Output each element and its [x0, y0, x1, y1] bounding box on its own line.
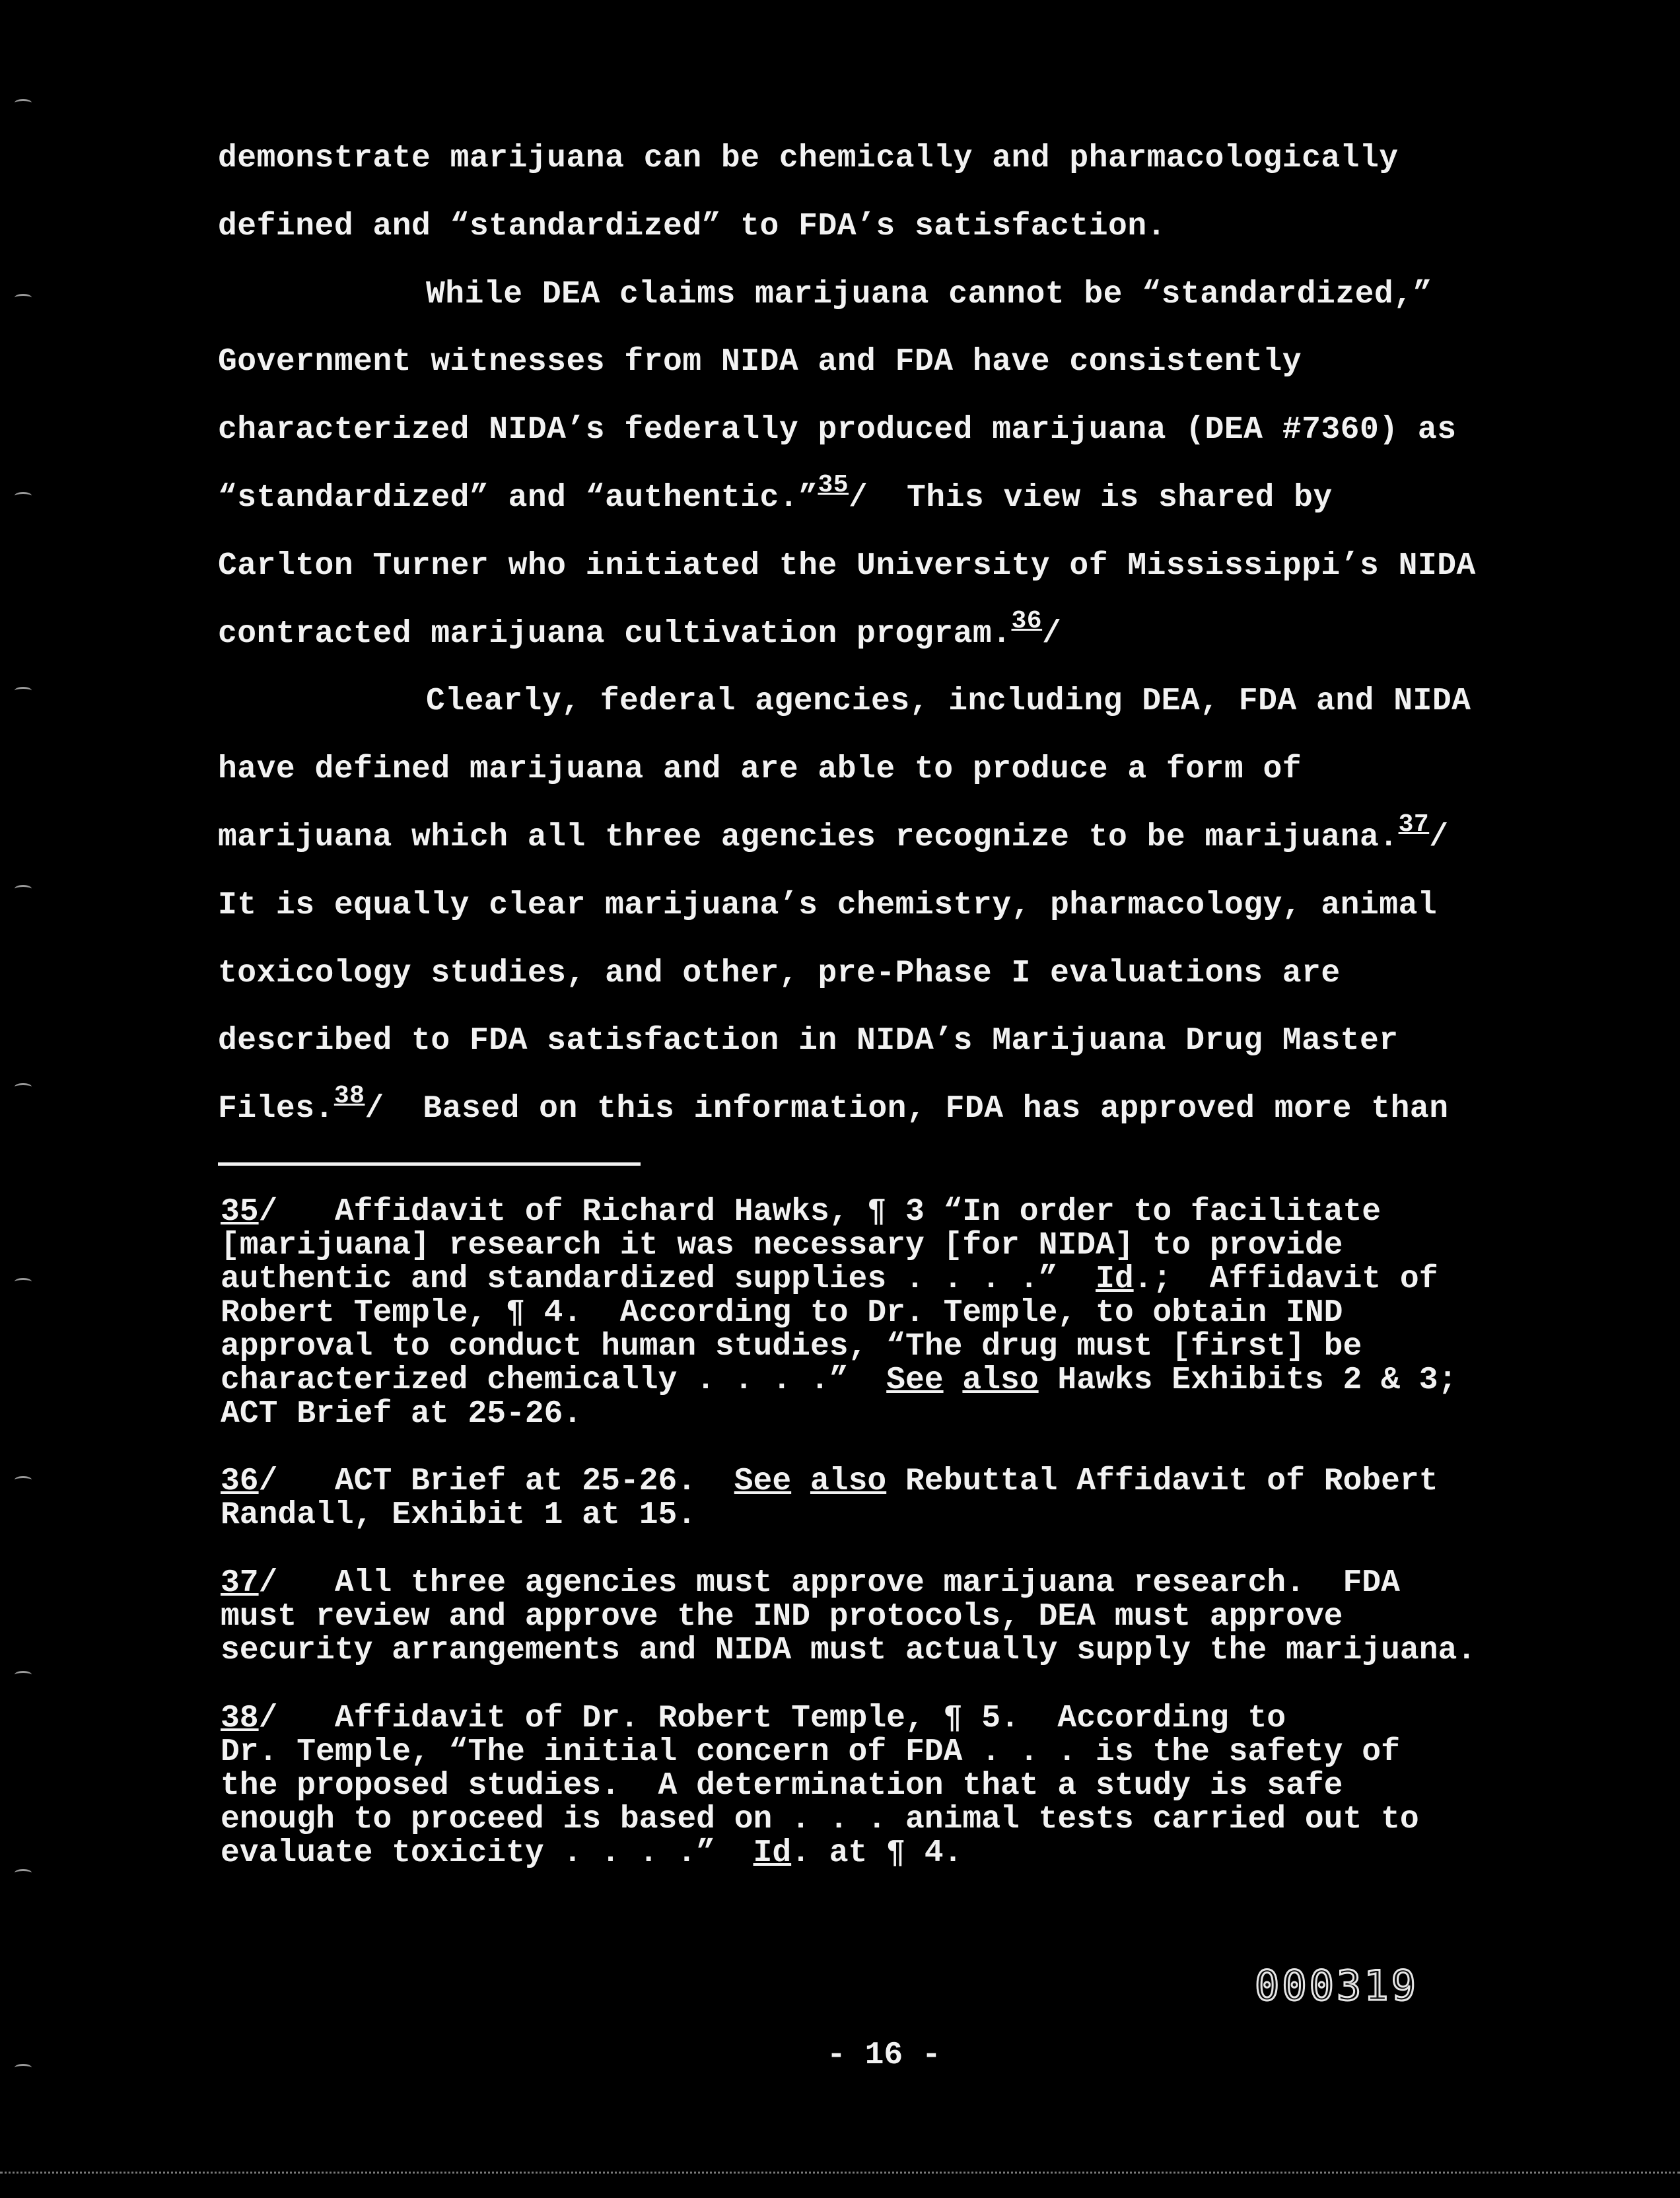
- margin-mark: [15, 1278, 32, 1285]
- footnote-text: [944, 1363, 963, 1398]
- body-line: toxicology studies, and other, pre-Phase I evaluations are: [218, 956, 1341, 991]
- footnote-35-line: ACT Brief at 25-26.: [221, 1396, 582, 1432]
- footnote-36-line: Randall, Exhibit 1 at 15.: [221, 1497, 697, 1533]
- footnote-38-line: [221, 1837, 962, 1870]
- footnote-label-37: 37: [221, 1565, 259, 1601]
- margin-mark: [15, 492, 32, 499]
- footnote-ref-37[interactable]: 37: [1398, 810, 1430, 839]
- footnote-text: / Affidavit of Richard Hawks, ¶ 3 “In order to facilitate: [258, 1194, 1382, 1230]
- footnote-38-line: enough to proceed is based on . . . animal tests carried out to: [221, 1802, 1419, 1837]
- footnote-36-line: [221, 1465, 1438, 1499]
- margin-mark: [15, 99, 32, 106]
- margin-mark: [15, 885, 32, 892]
- footnote-text: evaluate toxicity . . . .”: [221, 1835, 753, 1871]
- footnote-text: . at ¶ 4.: [791, 1835, 963, 1871]
- body-text-span: Files.: [218, 1091, 334, 1127]
- body-text-span: “standardized” and “authentic.”: [218, 480, 818, 516]
- citation-id: Id: [753, 1835, 792, 1871]
- citation-also: also: [962, 1363, 1039, 1398]
- margin-mark: [15, 687, 32, 694]
- margin-mark: [15, 294, 32, 301]
- footnote-text: / ACT Brief at 25-26.: [258, 1464, 734, 1499]
- footnote-label-35: 35: [221, 1194, 259, 1230]
- scan-edge: [0, 2172, 1680, 2174]
- body-line: While DEA claims marijuana cannot be “standardized,”: [426, 277, 1432, 312]
- body-line: demonstrate marijuana can be chemically and pharmacologically: [218, 141, 1399, 176]
- body-text-span: contracted marijuana cultivation program.: [218, 616, 1012, 652]
- body-line: [218, 1082, 1449, 1129]
- footnote-text: / All three agencies must approve marijuana research. FDA: [258, 1565, 1400, 1601]
- body-line: Carlton Turner who initiated the University of Mississippi’s NIDA: [218, 548, 1476, 584]
- footnote-text: [791, 1464, 810, 1499]
- footnote-35-line: approval to conduct human studies, “The drug must [first] be: [221, 1329, 1362, 1365]
- body-line: [218, 471, 1333, 518]
- footnote-text: characterized chemically . . . .”: [221, 1363, 887, 1398]
- footnote-text: .; Affidavit of: [1133, 1261, 1438, 1297]
- footnote-38-line: [221, 1702, 1286, 1736]
- citation-see: See: [734, 1464, 792, 1499]
- body-line: [218, 810, 1449, 857]
- citation-id: Id: [1096, 1261, 1134, 1297]
- body-line: defined and “standardized” to FDA’s satisfaction.: [218, 209, 1166, 244]
- page-number: - 16 -: [827, 2038, 941, 2073]
- footnote-35-line: [221, 1195, 1381, 1229]
- footnote-text: Rebuttal Affidavit of Robert: [886, 1464, 1438, 1499]
- body-text-span: marijuana which all three agencies recognize to be marijuana.: [218, 820, 1399, 855]
- footnote-37-line: security arrangements and NIDA must actually supply the marijuana.: [221, 1633, 1477, 1668]
- body-line: Clearly, federal agencies, including DEA, FDA and NIDA: [426, 684, 1471, 719]
- citation-also: also: [810, 1464, 887, 1499]
- footnote-ref-38[interactable]: 38: [333, 1082, 365, 1110]
- footnote-38-line: Dr. Temple, “The initial concern of FDA . . . is the safety of: [221, 1734, 1400, 1770]
- body-text-span: /: [1042, 616, 1062, 652]
- citation-see: See: [886, 1363, 944, 1398]
- footnote-37-line: must review and approve the IND protocols, DEA must approve: [221, 1599, 1343, 1635]
- margin-mark: [15, 1083, 32, 1090]
- body-text-span: / This view is shared by: [849, 480, 1333, 516]
- body-text-span: / Based on this information, FDA has approved more than: [365, 1091, 1449, 1127]
- margin-mark: [15, 1476, 32, 1483]
- body-line: described to FDA satisfaction in NIDA’s Marijuana Drug Master: [218, 1023, 1399, 1059]
- body-line: Government witnesses from NIDA and FDA have consistently: [218, 344, 1302, 380]
- footnote-38-line: the proposed studies. A determination that a study is safe: [221, 1768, 1343, 1804]
- body-line: It is equally clear marijuana’s chemistry, pharmacology, animal: [218, 888, 1438, 923]
- footnote-label-36: 36: [221, 1464, 259, 1499]
- footnote-35-line: [marijuana] research it was necessary [for NIDA] to provide: [221, 1228, 1343, 1263]
- footnote-separator: [218, 1162, 641, 1166]
- margin-mark: [15, 1869, 32, 1876]
- footnote-37-line: [221, 1567, 1400, 1600]
- bates-stamp: 000319: [1255, 1962, 1418, 2010]
- footnote-35-line: Robert Temple, ¶ 4. According to Dr. Temple, to obtain IND: [221, 1295, 1343, 1331]
- body-line: have defined marijuana and are able to produce a form of: [218, 752, 1302, 787]
- footnote-35-line: [221, 1364, 1457, 1398]
- body-line: characterized NIDA’s federally produced marijuana (DEA #7360) as: [218, 412, 1457, 448]
- footnote-ref-36[interactable]: 36: [1011, 607, 1043, 635]
- margin-mark: [15, 1671, 32, 1678]
- body-text-span: /: [1429, 820, 1449, 855]
- body-line: [218, 607, 1062, 654]
- footnote-text: authentic and standardized supplies . . . .”: [221, 1261, 1096, 1297]
- footnote-ref-35[interactable]: 35: [818, 471, 849, 499]
- footnote-text: / Affidavit of Dr. Robert Temple, ¶ 5. According to: [258, 1701, 1286, 1736]
- footnote-35-line: [221, 1263, 1438, 1296]
- footnote-label-38: 38: [221, 1701, 259, 1736]
- footnote-text: Hawks Exhibits 2 & 3;: [1038, 1363, 1457, 1398]
- margin-mark: [15, 2064, 32, 2071]
